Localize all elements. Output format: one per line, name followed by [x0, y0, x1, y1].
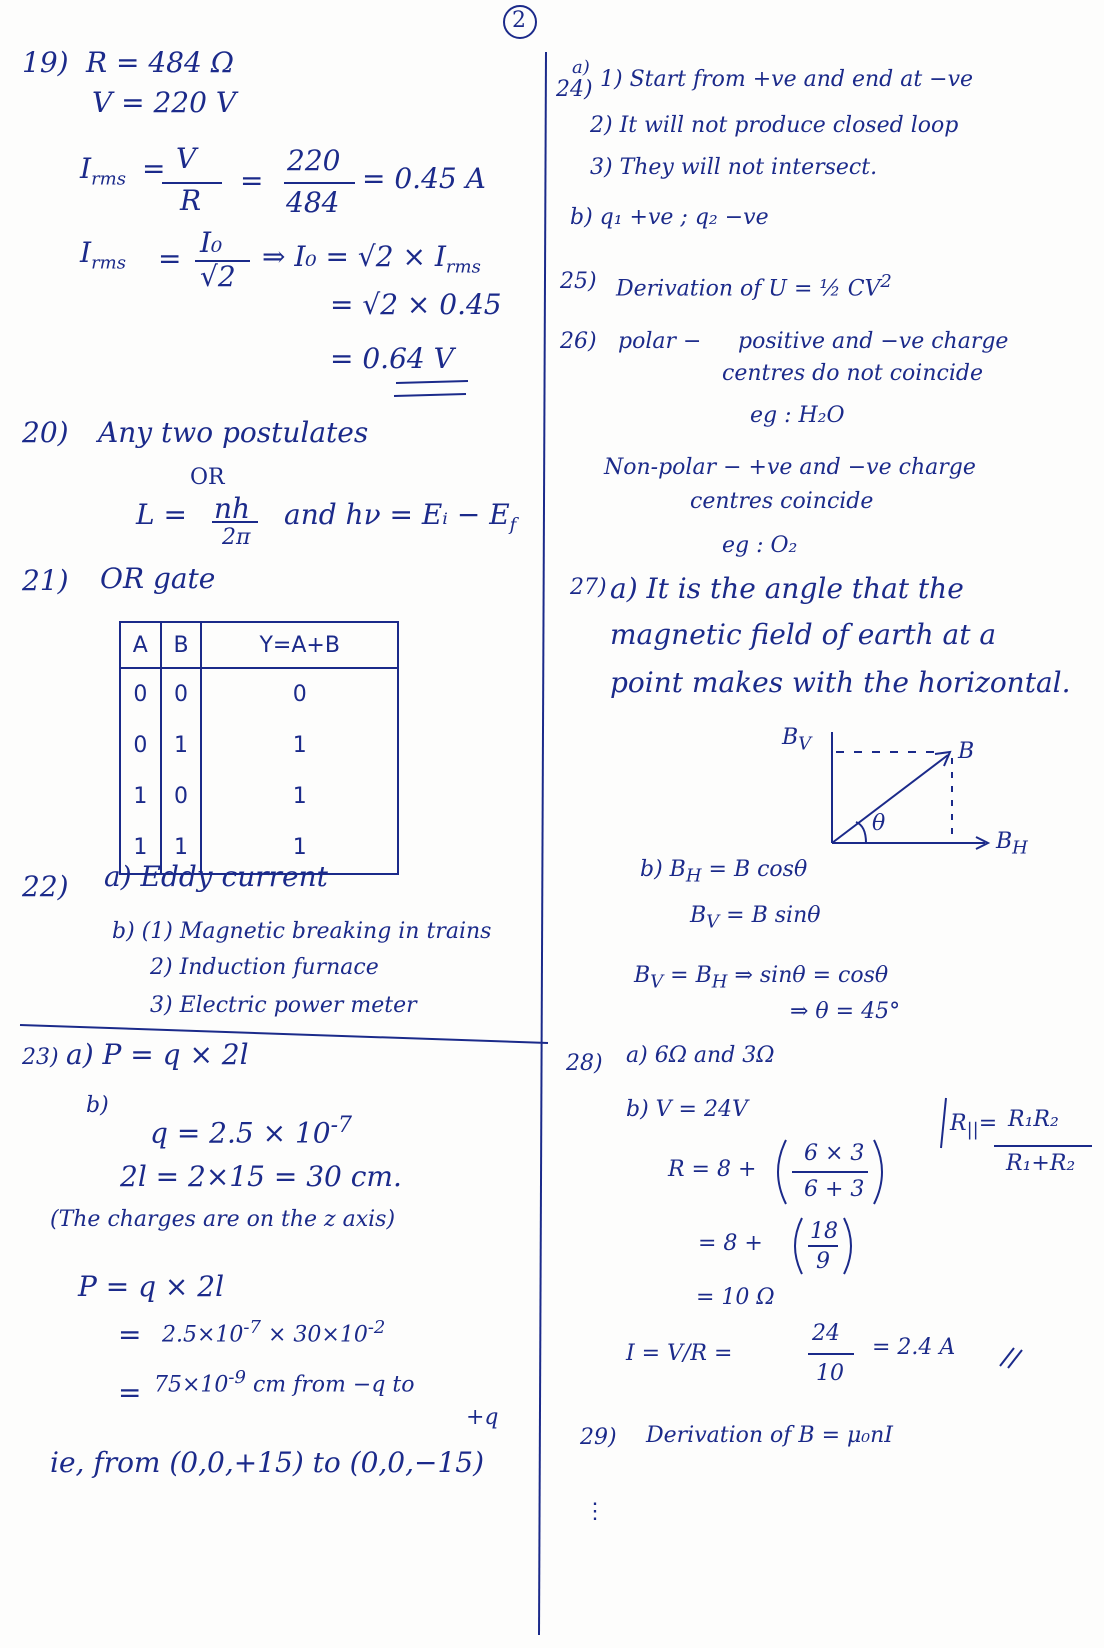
q19-frac-den-r: R [180, 184, 202, 217]
q24-line-3: 3) They will not intersect. [590, 155, 878, 180]
q19-eq1: = [142, 152, 166, 185]
q19-peak-result: = 0.64 V [330, 342, 454, 375]
q28-r2-num: 18 [810, 1219, 838, 1244]
truth-table-cell: 1 [201, 771, 398, 822]
q28-r2-den: 9 [816, 1249, 830, 1274]
q27-equal-condition: $B_V = B_H$ ⇒ sinθ = cosθ [634, 963, 889, 993]
q23-direction: ie, from (0,0,+15) to (0,0,−15) [50, 1446, 485, 1479]
continuation-dots: ⋮ [584, 1499, 606, 1524]
or-gate-truth-table [119, 621, 399, 875]
q20-answer: Any two postulates [98, 416, 369, 449]
q25-derivation: Derivation of U = ½ $CV^2$ [616, 271, 892, 302]
q20-or: OR [190, 465, 225, 490]
q22-part-a: a) Eddy current [104, 860, 328, 893]
q26-polar-def-2: centres do not coincide [722, 361, 983, 386]
truth-table-cell: 0 [120, 720, 161, 771]
truth-table-header: A [120, 622, 161, 668]
q20-number: 20) [22, 416, 69, 449]
q29-derivation: Derivation of B = μ₀nI [646, 1423, 893, 1448]
q19-eq2: = [240, 164, 264, 197]
q22-application-1: b) (1) Magnetic breaking in trains [112, 919, 492, 944]
q24-part-b: b) q₁ +ve ; q₂ −ve [570, 205, 769, 230]
truth-table-cell: 0 [161, 771, 202, 822]
q24-line-2: 2) It will not produce closed loop [590, 113, 959, 138]
truth-table-cell: 0 [201, 668, 398, 720]
q19-frac-num-v: V [176, 142, 197, 175]
q23-part-a: a) P = q × 2l [66, 1038, 249, 1071]
truth-table-cell: 1 [201, 720, 398, 771]
q28-current-eq: I = V/R = [626, 1341, 733, 1366]
truth-table-cell: 1 [161, 822, 202, 874]
q19-substitution: = √2 × 0.45 [330, 288, 502, 321]
q28-current-result: = 2.4 A [872, 1335, 956, 1360]
q26-nonpolar-def-2: centres coincide [690, 489, 874, 514]
q28-number: 28) [566, 1051, 603, 1076]
q28-r-num: 6 × 3 [804, 1141, 865, 1166]
q24-number: 24) [556, 77, 593, 102]
q23-to-plus-q: +q [466, 1405, 499, 1430]
q28-parallel-formula-lhs: $R_{||}=$ [950, 1111, 998, 1141]
q19-sqrt2-den: √2 [200, 260, 236, 293]
q23-dipole-result: $75\times 10^{-9}$ cm from −q to [154, 1367, 415, 1398]
q19-resistance: R = 484 Ω [86, 46, 234, 79]
q29-number: 29) [580, 1425, 617, 1450]
q28-parallel-formula-num: R₁R₂ [1008, 1107, 1059, 1132]
q19-irms-label-2: $I_{rms}$ [80, 236, 126, 274]
q19-num-220: 220 [287, 144, 341, 177]
truth-table-cell: 1 [120, 771, 161, 822]
q23-number: 23) [22, 1045, 59, 1070]
diagram-label-bh: $B_H$ [996, 829, 1028, 859]
q19-den-484: 484 [286, 186, 340, 219]
q28-current-num: 24 [812, 1321, 840, 1346]
truth-table-row [120, 668, 398, 720]
q27-number: 27) [570, 575, 607, 600]
q26-polar-def-1: positive and −ve charge [738, 329, 1009, 354]
q23-substitution: $2.5\times 10^{-7} \times 30\times 10^{-2}$ [162, 1317, 386, 1348]
q26-nonpolar-def: Non-polar − +ve and −ve charge [604, 455, 976, 480]
q19-eq3: = [158, 242, 182, 275]
q26-number: 26) [560, 329, 597, 354]
q22-application-2: 2) Induction furnace [150, 955, 379, 980]
truth-table-row [120, 720, 398, 771]
q19-voltage: V = 220 V [92, 86, 237, 119]
diagram-label-theta: θ [872, 811, 886, 836]
q23-note: (The charges are on the z axis) [50, 1207, 396, 1232]
q28-r-den: 6 + 3 [804, 1177, 865, 1202]
diagram-label-b: B [958, 739, 975, 764]
q26-polar-example: eg : H₂O [750, 403, 845, 428]
q28-parallel-formula-den: R₁+R₂ [1006, 1151, 1076, 1176]
q24-line-1: 1) Start from +ve and end at −ve [600, 67, 974, 92]
q20-nh: nh [214, 492, 251, 525]
q27-definition-2: magnetic field of earth at a [610, 618, 997, 651]
q27-definition-3: point makes with the horizontal. [610, 666, 1071, 699]
q27-bh: b) $B_H = B$ cosθ [640, 857, 808, 887]
truth-table-row [120, 771, 398, 822]
q21-answer: OR gate [100, 562, 216, 595]
q27-bv: $B_V = B$ sinθ [690, 903, 821, 933]
q23-charge: $q = 2.5 \times 10^{-7}$ [150, 1113, 353, 1150]
q20-l-eq: L = [136, 498, 187, 531]
q22-application-3: 3) Electric power meter [150, 993, 417, 1018]
q26-polar-label: polar − [618, 329, 702, 354]
q26-nonpolar-example: eg : O₂ [722, 533, 798, 558]
truth-table-cell: 1 [201, 822, 398, 874]
truth-table-cell: 0 [120, 668, 161, 720]
truth-table-cell: 0 [161, 668, 202, 720]
q23-separation: 2l = 2×15 = 30 cm. [120, 1160, 402, 1193]
q22-number: 22) [22, 870, 69, 903]
column-divider [539, 52, 546, 1635]
truth-table-header: B [161, 622, 202, 668]
q19-i0-formula: ⇒ $I_0 = √2 \times I_{rms}$ [262, 240, 481, 278]
page-number: 2 [512, 8, 526, 33]
diagram-label-bv: $B_V$ [782, 725, 812, 755]
q20-energy-formula: and hν = Eᵢ − $E_f$ [284, 498, 517, 536]
q19-number: 19) [22, 46, 69, 79]
q28-current-den: 10 [816, 1361, 844, 1386]
q19-current-result: = 0.45 A [362, 162, 486, 195]
q23-eq-2: = [118, 1376, 142, 1409]
q25-number: 25) [560, 269, 597, 294]
q28-r-eq: R = 8 + [668, 1157, 757, 1182]
q28-part-a: a) 6Ω and 3Ω [626, 1043, 775, 1068]
q23-dipole-formula: P = q × 2l [78, 1270, 225, 1303]
q28-part-b: b) V = 24V [626, 1097, 748, 1122]
q23-part-b: b) [86, 1093, 109, 1118]
q23-eq: = [118, 1318, 142, 1351]
q21-number: 21) [22, 564, 69, 597]
q24-sub-a: a) [572, 57, 590, 78]
q27-definition-1: a) It is the angle that the [610, 572, 964, 605]
truth-table-cell: 1 [120, 822, 161, 874]
q28-r2-eq: = 8 + [698, 1231, 763, 1256]
truth-table-cell: 1 [161, 720, 202, 771]
q19-i0-num: I₀ [200, 226, 223, 259]
truth-table-header: Y=A+B [201, 622, 398, 668]
q20-2pi: 2π [222, 525, 251, 550]
q28-r-result: = 10 Ω [696, 1285, 775, 1310]
q27-angle-result: ⇒ θ = 45° [790, 999, 901, 1024]
q19-irms-label: $I_{rms}$ [80, 152, 126, 190]
